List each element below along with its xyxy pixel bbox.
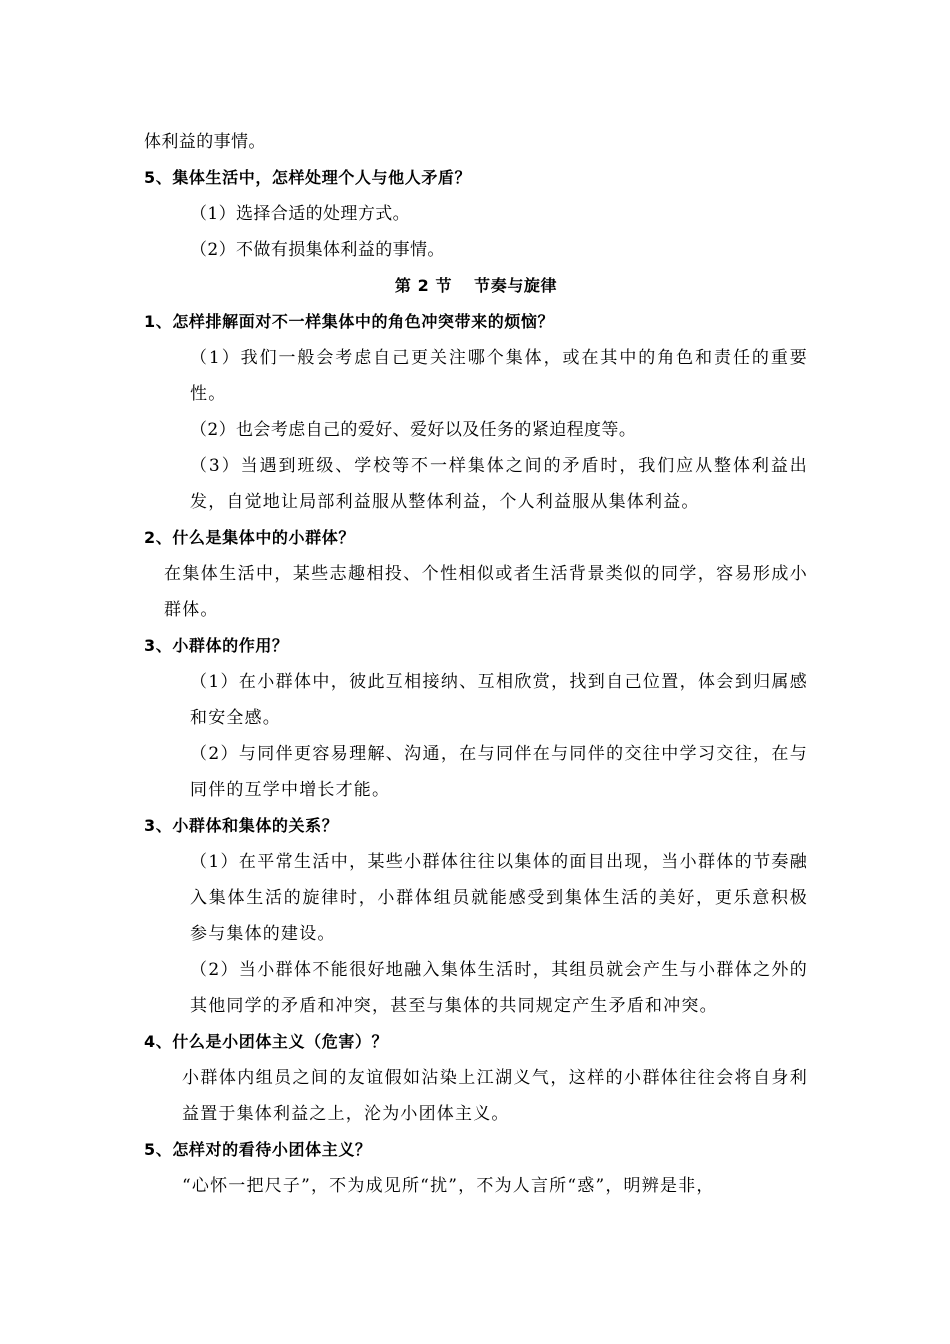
section-heading [144, 268, 808, 304]
paragraph-continuation: 体利益的事情。 [144, 132, 266, 152]
question-2-small-group: 2、什么是集体中的小群体？ [144, 528, 355, 547]
question-5-conflict: 5、集体生活中，怎样处理个人与他人矛盾？ [144, 168, 472, 187]
section-title: 节奏与旋律 [474, 276, 558, 295]
question-5-view-cliquism: 5、怎样对的看待小团体主义？ [144, 1140, 372, 1159]
answer-5-item-1: （1）选择合适的处理方式。 [190, 204, 411, 224]
answer-1-item-2: （2）也会考虑自己的爱好、爱好以及任务的紧迫程度等。 [190, 420, 637, 440]
answer-3-item-1: （1）在小群体中，彼此互相接纳、互相欣赏，找到自己位置，体会到归属感和安全感。 [190, 672, 808, 728]
section-number: 第 2 节 [394, 276, 453, 295]
question-3-group-relation: 3、小群体和集体的关系？ [144, 816, 339, 835]
answer-4: 小群体内组员之间的友谊假如沾染上江湖义气，这样的小群体往往会将自身利益置于集体利益之上，沦为小团体主义。 [182, 1068, 808, 1124]
answer-2: 在集体生活中，某些志趣相投、个性相似或者生活背景类似的同学，容易形成小群体。 [164, 564, 808, 620]
question-4-cliquism: 4、什么是小团体主义（危害）？ [144, 1032, 389, 1051]
question-3-group-role: 3、小群体的作用？ [144, 636, 289, 655]
answer-3-item-2: （2）与同伴更容易理解、沟通，在与同伴在与同伴的交往中学习交往，在与同伴的互学中增长才能。 [190, 744, 808, 800]
answer-1-item-3: （3）当遇到班级、学校等不一样集体之间的矛盾时，我们应从整体利益出发，自觉地让局部利益服从整体利益，个人利益服从集体利益。 [190, 456, 808, 512]
document-page [144, 124, 808, 1204]
question-1-role-conflict: 1、怎样排解面对不一样集体中的角色冲突带来的烦恼？ [144, 312, 555, 331]
answer-3b-item-1: （1）在平常生活中，某些小群体往往以集体的面目出现，当小群体的节奏融入集体生活的旋律时，小群体组员就能感受到集体生活的美好，更乐意积极参与集体的建设。 [190, 852, 808, 944]
answer-5b: “心怀一把尺子”，不为成见所“扰”，不为人言所“惑”，明辨是非， [182, 1176, 715, 1196]
answer-5-item-2: （2）不做有损集体利益的事情。 [190, 240, 445, 260]
answer-3b-item-2: （2）当小群体不能很好地融入集体生活时，其组员就会产生与小群体之外的其他同学的矛盾和冲突，甚至与集体的共同规定产生矛盾和冲突。 [190, 960, 808, 1016]
answer-1-item-1: （1）我们一般会考虑自己更关注哪个集体，或在其中的角色和责任的重要性。 [190, 348, 808, 404]
